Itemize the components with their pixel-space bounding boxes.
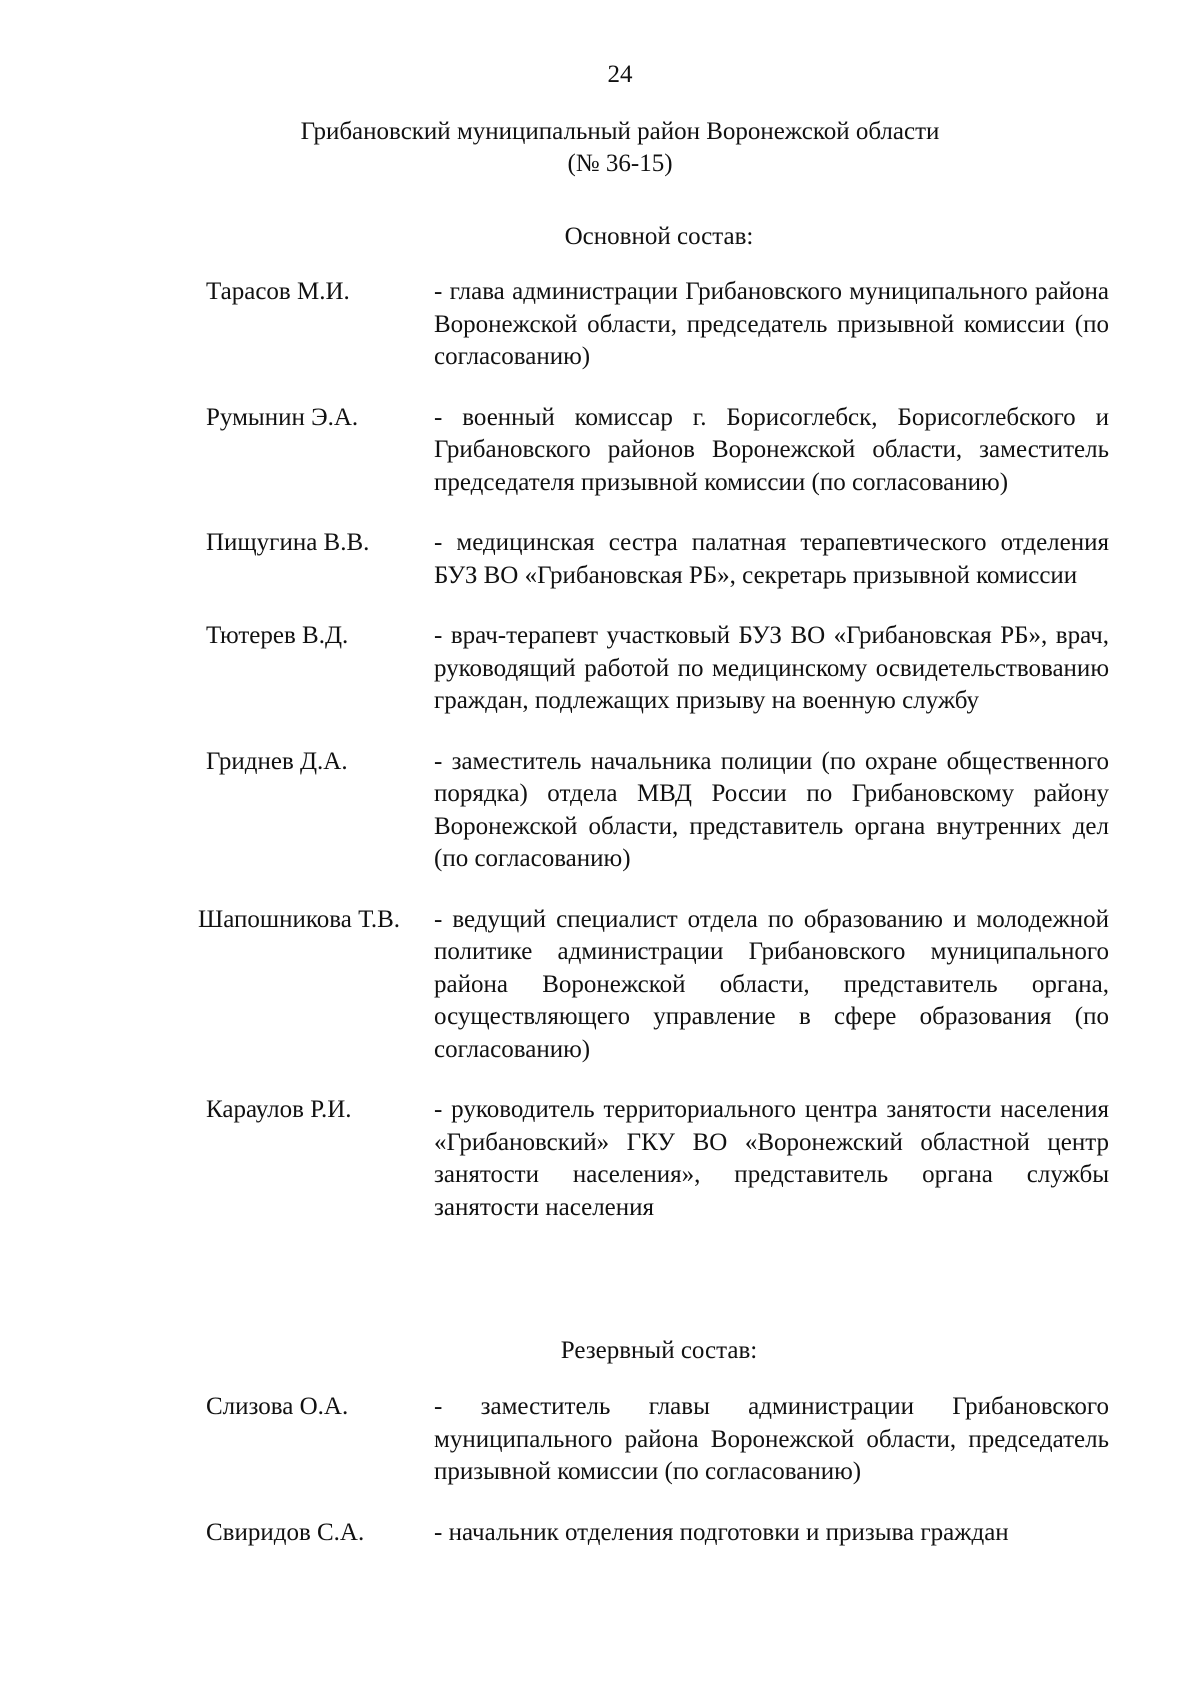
member-description: - руководитель территориального центра занятости населения «Грибановский» ГКУ ВО «Воронежский областной центр занятости населения», представитель органа службы занятости населения (434, 1096, 1109, 1221)
heading-line-1: Грибановский муниципальный район Воронежской области (300, 118, 940, 145)
heading-line-2: (№ 36-15) (567, 150, 673, 177)
member-description: - глава администрации Грибановского муниципального района Воронежской области, председатель призывной комиссии (по согласованию) (434, 278, 1109, 370)
main-members-list (0, 276, 1200, 1252)
member-description: - ведущий специалист отдела по образованию и молодежной политике администрации Грибановского муниципального района Воронежской области, представитель органа, осуществляющего управление в сфере образования (по согласованию) (434, 905, 1109, 1063)
member-name: Тарасов М.И. (206, 278, 350, 305)
member-entry (0, 1094, 1200, 1224)
member-name: Шапошникова Т.В. (198, 905, 401, 933)
member-name: Пищугина В.В. (206, 529, 370, 556)
member-entry (0, 402, 1200, 500)
member-description: - начальник отделения подготовки и призыва граждан (434, 1518, 1009, 1546)
member-entry (0, 527, 1200, 592)
member-entry (0, 620, 1200, 718)
reserve-composition-title: Резервный состав: (560, 1337, 758, 1364)
member-entry (0, 1517, 1200, 1550)
member-entry (0, 904, 1200, 1067)
member-description: - военный комиссар г. Борисоглебск, Борисоглебского и Грибановского районов Воронежской области, заместитель председателя призывной комиссии (по согласованию) (434, 403, 1109, 496)
member-description: - врач-терапевт участковый БУЗ ВО «Грибановская РБ», врач, руководящий работой по медицинскому освидетельствованию граждан, подлежащих призыву на военную службу (434, 622, 1109, 714)
member-name: Румынин Э.А. (206, 403, 359, 431)
member-description: - заместитель главы администрации Грибановского муниципального района Воронежской области, председатель призывной комиссии (по согласованию) (434, 1393, 1109, 1485)
member-name: Гриднев Д.А. (206, 747, 348, 775)
member-name: Тютерев В.Д. (206, 622, 349, 649)
main-composition-title: Основной состав: (564, 223, 754, 250)
member-description: - заместитель начальника полиции (по охране общественного порядка) отдела МВД России по Грибановскому району Воронежской области, представитель органа внутренних дел (по согласованию) (434, 747, 1109, 872)
member-name: Свиридов С.А. (206, 1518, 365, 1546)
member-description: - медицинская сестра палатная терапевтического отделения БУЗ ВО «Грибановская РБ», секретарь призывной комиссии (434, 529, 1109, 589)
page-number: 24 (607, 61, 633, 88)
member-entry (0, 746, 1200, 876)
member-name: Слизова О.А. (206, 1393, 349, 1420)
reserve-members-list (0, 1391, 1200, 1577)
document-heading (0, 116, 1200, 180)
member-entry (0, 276, 1200, 374)
member-entry (0, 1391, 1200, 1489)
member-name: Караулов Р.И. (206, 1096, 352, 1123)
